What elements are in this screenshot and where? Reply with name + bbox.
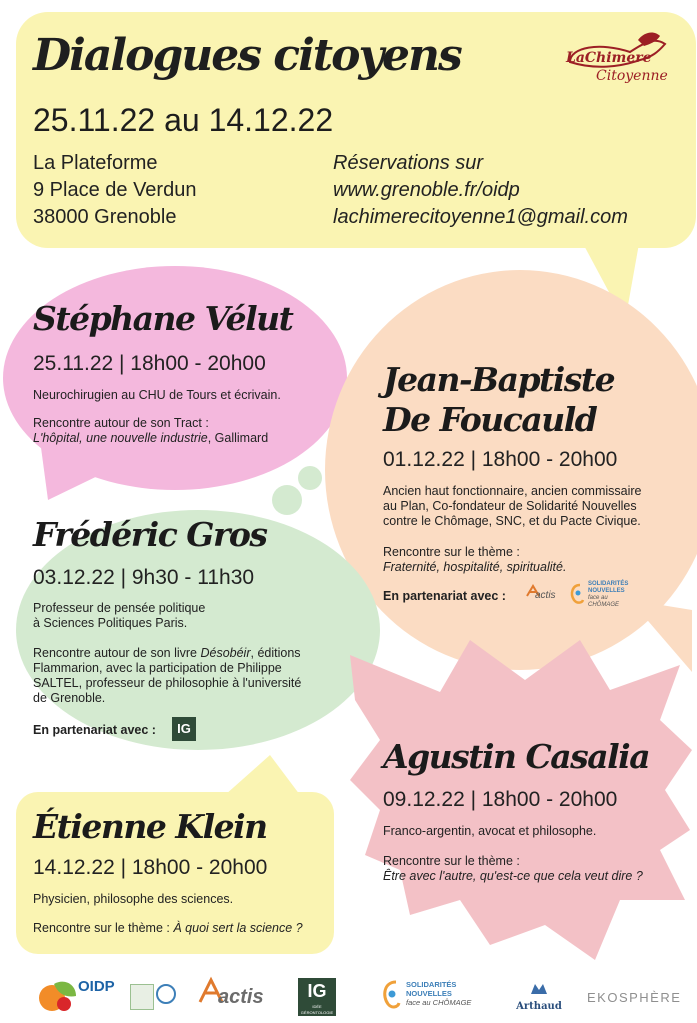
gros-name: Frédéric Gros [33,515,267,554]
snc-swirl-icon [568,582,586,606]
footer-snc-line2: NOUVELLES [406,989,452,998]
actis-logo [523,582,561,604]
reservation-label: Réservations sur [333,152,484,174]
gros-talk-line3: SALTEL, professeur de philosophie à l'université [33,676,302,690]
venue-name: La Plateforme [33,152,158,174]
velut-talk-prefix: Rencontre autour de son Tract : [33,416,209,430]
venue-street: 9 Place de Verdun [33,179,197,201]
velut-talk-title: L'hôpital, une nouvelle industrie [33,431,208,445]
footer-snc-text [406,980,471,1007]
casalia-desc: Franco-argentin, avocat et philosophe. [383,824,597,838]
gros-desc-1: Professeur de pensée politique [33,601,206,615]
logo-line2: Citoyenne [596,68,668,84]
velut-name: Stéphane Vélut [33,299,293,338]
logo-line1: LaChimere [566,50,652,66]
snc-partner-line2: NOUVELLES [588,588,625,594]
casalia-date: 09.12.22 | 18h00 - 20h00 [383,788,618,811]
footer-arthaud-text: Arthaud [516,1001,562,1012]
foucauld-desc-1: Ancien haut fonctionnaire, ancien commissaire [383,484,642,498]
footer-snc-line3: face au CHÔMAGE [406,998,472,1007]
klein-theme-label: Rencontre sur le thème : [33,921,174,935]
gros-talk-line1 [33,646,301,661]
velut-talk-suffix: , Gallimard [207,431,269,445]
foucauld-name [383,360,614,440]
foucauld-name-line1: Jean-Baptiste [383,360,615,399]
badge-green-icon [130,984,154,1010]
footer-arthaud-logo [515,980,563,1016]
ig-partner-logo: IG [172,717,196,741]
gros-talk-line2: Flammarion, avec la participation de Philippe [33,661,282,675]
gros-talk-rest1: , éditions [250,646,301,660]
casalia-name: Agustin Casalia [383,737,650,776]
oidp-leaf-icon [36,976,82,1016]
velut-talk-line [33,431,268,446]
footer-ig-text: IG [307,981,327,1001]
page-title: Dialogues citoyens [33,30,461,81]
foucauld-theme-text: Fraternité, hospitalité, spiritualité. [383,560,567,574]
footer-snc-logo [380,978,480,1016]
footer-ekosphere-logo: EKOSPHÈRE [587,990,682,1005]
velut-desc: Neurochirugien au CHU de Tours et écrivain. [33,388,281,402]
foucauld-desc-3: contre le Chômage, SNC, et du Pacte Civique. [383,514,641,528]
velut-talk [33,416,268,446]
oidp-text: OIDP [78,978,115,995]
klein-name: Étienne Klein [33,807,267,846]
casalia-theme-label: Rencontre sur le thème : [383,854,520,868]
foucauld-theme [383,545,566,575]
klein-desc: Physicien, philosophe des sciences. [33,892,234,906]
foucauld-partner-label: En partenariat avec : [383,589,506,603]
gros-date: 03.12.22 | 9h30 - 11h30 [33,566,255,589]
gros-talk [33,646,301,706]
badge-circle-icon [156,984,176,1004]
gros-talk-prefix: Rencontre autour de son livre [33,646,201,660]
footer-snc-line1: SOLIDARITÉS [406,980,457,989]
foucauld-date: 01.12.22 | 18h00 - 20h00 [383,448,618,471]
gros-talk-line4: de Grenoble. [33,691,106,705]
event-dates: 25.11.22 au 14.12.22 [33,102,334,138]
foucauld-desc [383,484,641,529]
arthaud-emblem-icon [529,980,549,996]
foucauld-name-line2: De Foucauld [383,400,597,439]
venue-address [33,150,196,231]
klein-theme-text: À quoi sert la science ? [173,921,303,935]
gros-talk-title: Désobéir [200,646,251,660]
casalia-theme-text: Être avec l'autre, qu'est-ce que cela veut dire ? [383,869,643,883]
reservation-email[interactable]: lachimerecitoyenne1@gmail.com [333,206,628,228]
snc-partner-line1: SOLIDARITÉS [588,581,629,587]
snc-footer-swirl-icon [380,978,402,1012]
foucauld-desc-2: au Plan, Co-fondateur de Solidarité Nouvelles [383,499,637,513]
actis-logo-text: actis [535,590,556,601]
gros-desc-2: à Sciences Politiques Paris. [33,616,188,630]
gros-partner-label: En partenariat avec : [33,723,156,737]
snc-partner-text [588,581,640,609]
footer-ig-sub: IDÉE GÉRONTOLOGIE [300,1004,334,1015]
foucauld-theme-label: Rencontre sur le thème : [383,545,520,559]
chimere-logo [560,22,672,94]
klein-theme [33,921,303,936]
footer-ig-logo [298,978,336,1016]
casalia-theme [383,854,643,884]
gros-desc [33,601,205,631]
footer-actis-text: actis [218,986,264,1008]
snc-partner-logo [568,580,640,608]
klein-date: 14.12.22 | 18h00 - 20h00 [33,856,268,879]
snc-partner-line3: face au CHÔMAGE [588,595,620,608]
reservation-url[interactable]: www.grenoble.fr/oidp [333,179,520,201]
venue-city: 38000 Grenoble [33,206,177,228]
footer-oidp-logo [36,976,176,1018]
footer-actis-logo [196,976,266,1016]
velut-date: 25.11.22 | 18h00 - 20h00 [33,352,266,375]
reservation-info [333,150,628,231]
